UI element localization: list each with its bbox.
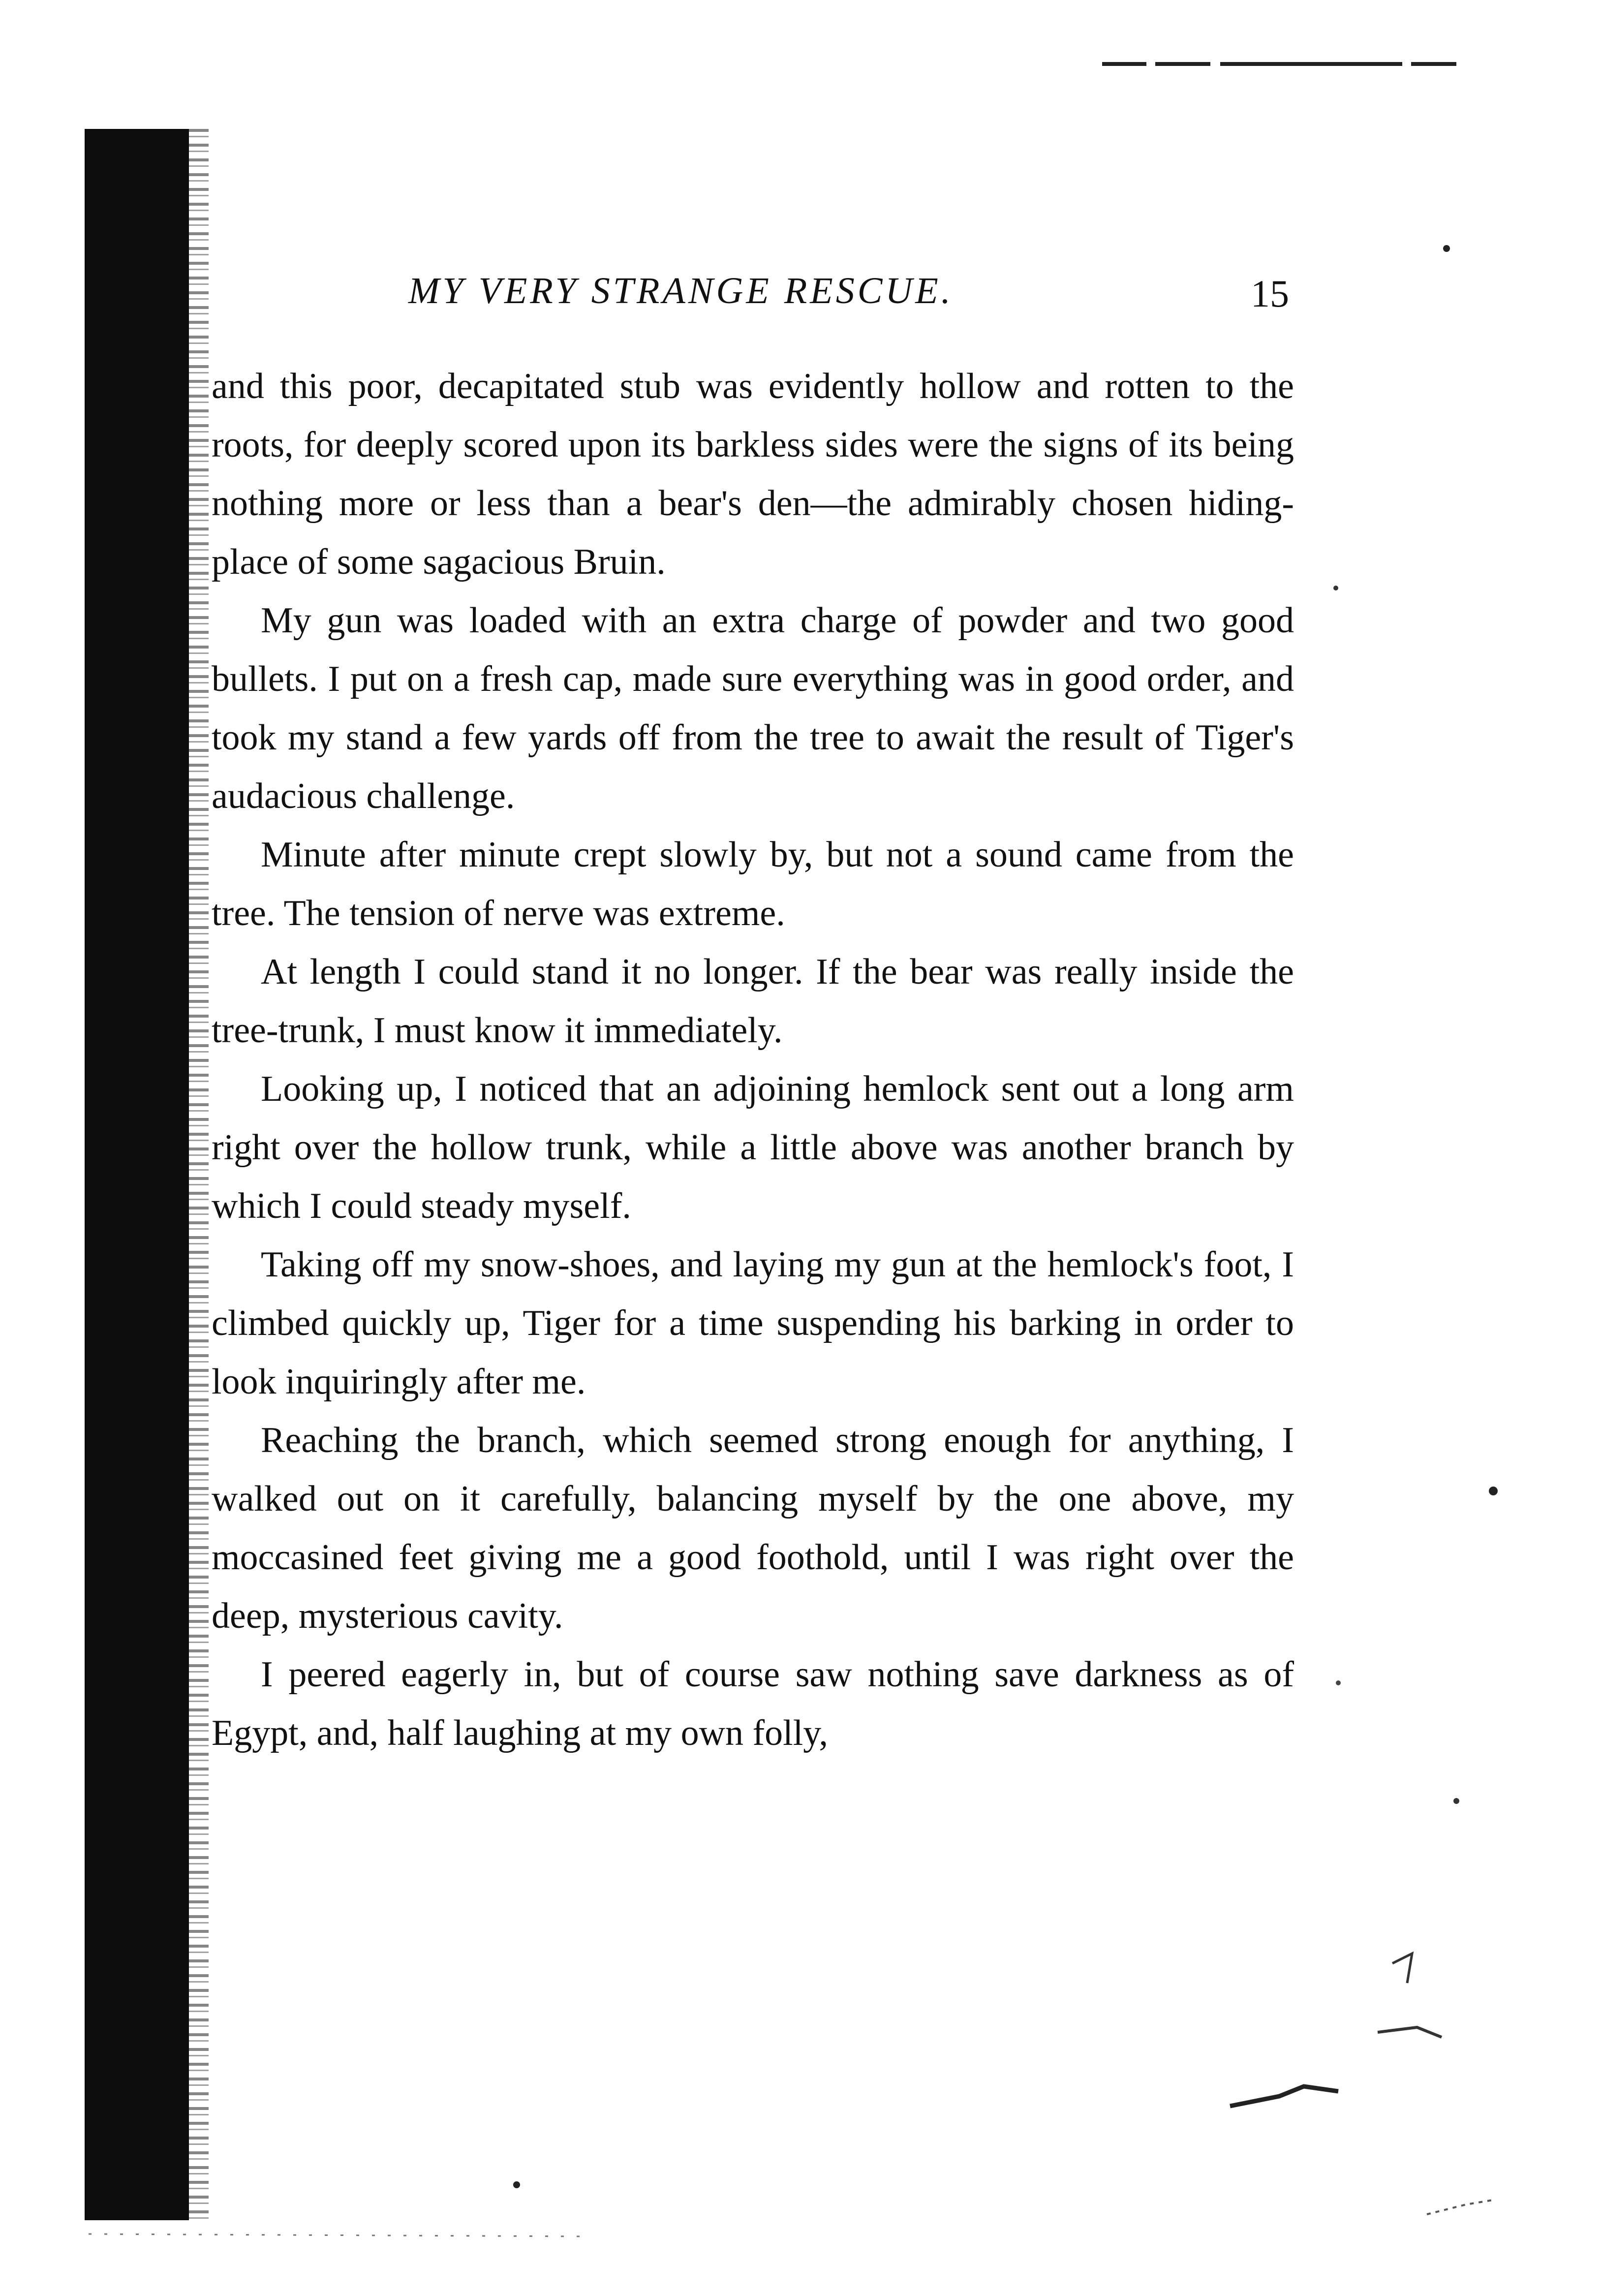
paragraph: I peered eagerly in, but of course saw nothing save darkness as of Egypt, and, half laughing at my own folly, <box>212 1654 1294 1753</box>
running-title: MY VERY STRANGE RESCUE. <box>408 270 954 311</box>
top-rule <box>1102 62 1456 66</box>
running-head <box>212 270 1309 324</box>
page-number: 15 <box>1251 272 1289 315</box>
paragraph: Taking off my snow-shoes, and laying my gun at the hemlock's foot, I climbed quickly up, Tiger for a time suspending his barking in order to look inquiringly after me. <box>212 1244 1294 1402</box>
paragraph: My gun was loaded with an extra charge of powder and two good bullets. I put on a fresh cap, made sure everything was in good order, and took my stand a few yards off from the tree to await the result of Tiger's audacious challenge. <box>212 600 1294 816</box>
binding-edge <box>189 129 209 2220</box>
paragraph: and this poor, decapitated stub was evidently hollow and rotten to the roots, for deeply scored upon its barkless sides were the signs of its being nothing more or less than a bear's den—the admirably chosen hiding-place of some sagacious Bruin. <box>212 366 1294 582</box>
binding-shadow <box>85 129 189 2220</box>
paragraph: Reaching the branch, which seemed strong enough for anything, I walked out on it carefully, balancing myself by the one above, my moccasined feet giving me a good foothold, until I was right over the deep, mysterious cavity. <box>212 1420 1294 1636</box>
paragraph: Looking up, I noticed that an adjoining hemlock sent out a long arm right over the hollow trunk, while a little above was another branch by which I could steady myself. <box>212 1069 1294 1226</box>
body-text <box>212 357 1294 1763</box>
paragraph: At length I could stand it no longer. If the bear was really inside the tree-trunk, I must know it immediately. <box>212 952 1294 1051</box>
paragraph: Minute after minute crept slowly by, but not a sound came from the tree. The tension of nerve was extreme. <box>212 835 1294 933</box>
